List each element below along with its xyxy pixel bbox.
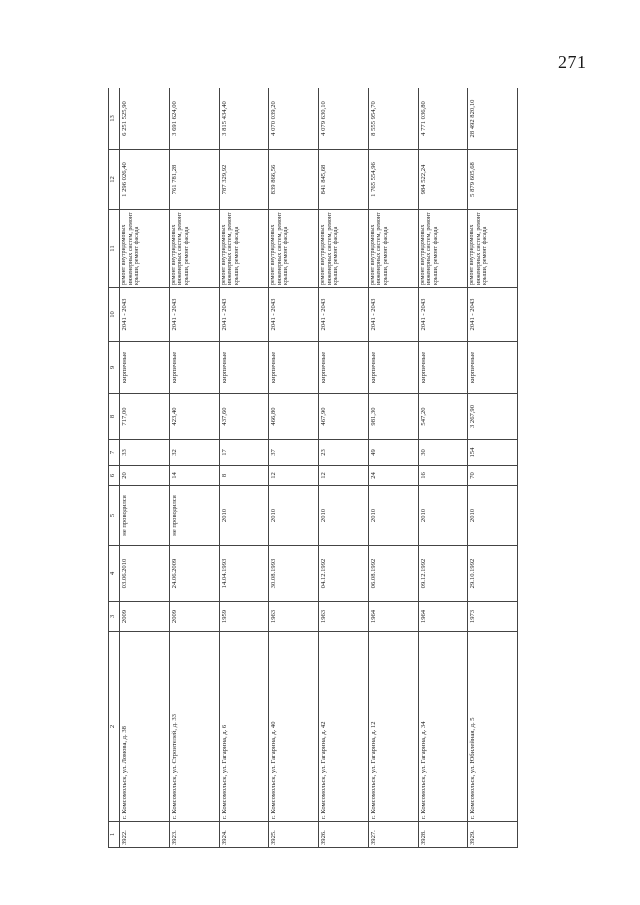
works-cell: ремонт внутридомовых инженерных систем, ремонт крыши, ремонт фасада — [169, 210, 219, 288]
col6-cell: 70 — [468, 466, 518, 486]
col7-cell: 23 — [319, 440, 369, 466]
col7-cell: 49 — [368, 440, 418, 466]
date-cell: 29.10.1992 — [468, 546, 518, 602]
last-repair-cell: не проводился — [169, 486, 219, 546]
address-cell: г. Комсомольск, ул. Строителей, д. 33 — [169, 632, 219, 822]
total-cell: 3 815 434,40 — [219, 88, 269, 150]
wall-material-cell: кирпичные — [468, 342, 518, 394]
area-cell: 3 267,90 — [468, 394, 518, 440]
row-number: 3925. — [269, 822, 319, 848]
wall-material-cell: кирпичные — [169, 342, 219, 394]
last-repair-cell: 2010 — [468, 486, 518, 546]
header-cell: 1 — [109, 822, 120, 848]
date-cell: 14.04.1993 — [219, 546, 269, 602]
works-cell: ремонт внутридомовых инженерных систем, ремонт крыши, ремонт фасада — [418, 210, 468, 288]
last-repair-cell: 2010 — [269, 486, 319, 546]
period-cell: 2041 - 2043 — [169, 288, 219, 342]
period-cell: 2041 - 2043 — [368, 288, 418, 342]
address-cell: г. Комсомольск, ул. Гагарина, д. 34 — [418, 632, 468, 822]
address-cell: г. Комсомольск, ул. Гагарина, д. 42 — [319, 632, 369, 822]
address-cell: г. Комсомольск, ул. Ломова, д. 38 — [120, 632, 170, 822]
header-cell: 5 — [109, 486, 120, 546]
header-cell: 6 — [109, 466, 120, 486]
year-cell: 1973 — [468, 602, 518, 632]
date-cell: 09.12.1992 — [418, 546, 468, 602]
period-cell: 2041 - 2043 — [269, 288, 319, 342]
total-cell: 8 555 954,70 — [368, 88, 418, 150]
wall-material-cell: кирпичные — [368, 342, 418, 394]
table-header — [109, 88, 120, 848]
row-number: 3922. — [120, 822, 170, 848]
period-cell: 2041 - 2043 — [319, 288, 369, 342]
table-row — [219, 88, 269, 848]
table-row — [269, 88, 319, 848]
period-cell: 2041 - 2043 — [219, 288, 269, 342]
col7-cell: 154 — [468, 440, 518, 466]
total-cell: 28 492 820,10 — [468, 88, 518, 150]
total-cell: 3 691 624,00 — [169, 88, 219, 150]
row-number: 3929. — [468, 822, 518, 848]
year-cell: 1963 — [269, 602, 319, 632]
address-cell: г. Комсомольск, ул. Гагарина, д. 12 — [368, 632, 418, 822]
housing-repair-table — [108, 88, 518, 848]
header-cell: 11 — [109, 210, 120, 288]
header-cell: 10 — [109, 288, 120, 342]
col6-cell: 20 — [120, 466, 170, 486]
date-cell: 03.06.2010 — [120, 546, 170, 602]
header-cell: 9 — [109, 342, 120, 394]
works-cell: ремонт внутридомовых инженерных систем, ремонт крыши, ремонт фасада — [120, 210, 170, 288]
header-cell: 12 — [109, 150, 120, 210]
col6-cell: 24 — [368, 466, 418, 486]
wall-material-cell: кирпичные — [269, 342, 319, 394]
col6-cell: 12 — [319, 466, 369, 486]
row-number: 3923. — [169, 822, 219, 848]
wall-material-cell: кирпичные — [219, 342, 269, 394]
year-cell: 1964 — [368, 602, 418, 632]
year-cell: 2009 — [120, 602, 170, 632]
page-number: 271 — [558, 52, 587, 72]
area-cell: 547,20 — [418, 394, 468, 440]
col7-cell: 32 — [169, 440, 219, 466]
last-repair-cell: 2010 — [219, 486, 269, 546]
cost-cell: 839 866,56 — [269, 150, 319, 210]
table-row — [319, 88, 369, 848]
year-cell: 1959 — [219, 602, 269, 632]
header-cell: 7 — [109, 440, 120, 466]
date-cell: 30.08.1993 — [269, 546, 319, 602]
row-number: 3927. — [368, 822, 418, 848]
col7-cell: 33 — [120, 440, 170, 466]
table-container — [108, 88, 518, 848]
last-repair-cell: 2010 — [418, 486, 468, 546]
period-cell: 2041 - 2043 — [120, 288, 170, 342]
works-cell: ремонт внутридомовых инженерных систем, ремонт крыши, ремонт фасада — [468, 210, 518, 288]
col6-cell: 8 — [219, 466, 269, 486]
cost-cell: 841 845,68 — [319, 150, 369, 210]
area-cell: 467,90 — [319, 394, 369, 440]
header-cell: 8 — [109, 394, 120, 440]
cost-cell: 787 329,92 — [219, 150, 269, 210]
col7-cell: 37 — [269, 440, 319, 466]
last-repair-cell: 2010 — [368, 486, 418, 546]
header-cell: 13 — [109, 88, 120, 150]
cost-cell: 5 879 605,68 — [468, 150, 518, 210]
rotated-table-frame — [108, 88, 518, 848]
row-number: 3926. — [319, 822, 369, 848]
date-cell: 24.06.2009 — [169, 546, 219, 602]
total-cell: 6 251 525,90 — [120, 88, 170, 150]
total-cell: 4 079 630,10 — [319, 88, 369, 150]
header-cell: 2 — [109, 632, 120, 822]
table-row — [120, 88, 170, 848]
col7-cell: 17 — [219, 440, 269, 466]
year-cell: 1964 — [418, 602, 468, 632]
area-cell: 437,60 — [219, 394, 269, 440]
works-cell: ремонт внутридомовых инженерных систем, ремонт крыши, ремонт фасада — [319, 210, 369, 288]
cost-cell: 1 296 026,40 — [120, 150, 170, 210]
row-number: 3928. — [418, 822, 468, 848]
header-cell: 4 — [109, 546, 120, 602]
date-cell: 06.08.1992 — [368, 546, 418, 602]
col6-cell: 12 — [269, 466, 319, 486]
works-cell: ремонт внутридомовых инженерных систем, ремонт крыши, ремонт фасада — [269, 210, 319, 288]
year-cell: 2009 — [169, 602, 219, 632]
year-cell: 1963 — [319, 602, 369, 632]
works-cell: ремонт внутридомовых инженерных систем, ремонт крыши, ремонт фасада — [368, 210, 418, 288]
works-cell: ремонт внутридомовых инженерных систем, ремонт крыши, ремонт фасада — [219, 210, 269, 288]
col6-cell: 14 — [169, 466, 219, 486]
period-cell: 2041 - 2043 — [418, 288, 468, 342]
wall-material-cell: кирпичные — [120, 342, 170, 394]
wall-material-cell: кирпичные — [319, 342, 369, 394]
total-cell: 4 070 039,20 — [269, 88, 319, 150]
date-cell: 04.12.1992 — [319, 546, 369, 602]
table-row — [418, 88, 468, 848]
cost-cell: 1 765 554,96 — [368, 150, 418, 210]
address-cell: г. Комсомольск, ул. Гагарина, д. 6 — [219, 632, 269, 822]
col6-cell: 16 — [418, 466, 468, 486]
wall-material-cell: кирпичные — [418, 342, 468, 394]
last-repair-cell: 2010 — [319, 486, 369, 546]
row-number: 3924. — [219, 822, 269, 848]
period-cell: 2041 - 2043 — [468, 288, 518, 342]
cost-cell: 761 781,28 — [169, 150, 219, 210]
area-cell: 466,80 — [269, 394, 319, 440]
cost-cell: 984 522,24 — [418, 150, 468, 210]
col7-cell: 30 — [418, 440, 468, 466]
address-cell: г. Комсомольск, ул. Юбилейная, д. 5 — [468, 632, 518, 822]
header-cell: 3 — [109, 602, 120, 632]
area-cell: 423,40 — [169, 394, 219, 440]
address-cell: г. Комсомольск, ул. Гагарина, д. 40 — [269, 632, 319, 822]
table-row — [169, 88, 219, 848]
area-cell: 981,30 — [368, 394, 418, 440]
area-cell: 717,00 — [120, 394, 170, 440]
table-row — [468, 88, 518, 848]
table-row — [368, 88, 418, 848]
last-repair-cell: не проводился — [120, 486, 170, 546]
total-cell: 4 771 036,80 — [418, 88, 468, 150]
